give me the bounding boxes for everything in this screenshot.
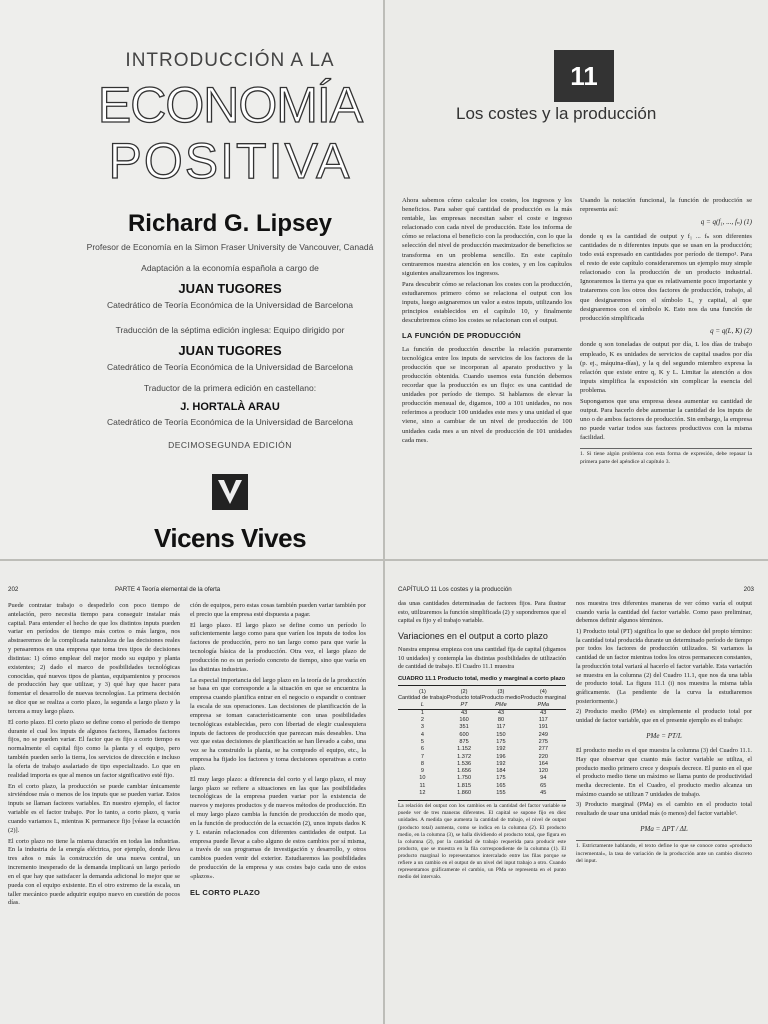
author-affiliation: Profesor de Economía en la Simon Fraser University de Vancouver, Canadá: [86, 242, 374, 252]
formula-marginal-product: PMa = ΔPT / ΔL: [640, 824, 688, 833]
page202-column-right: [190, 602, 366, 901]
publisher-logo-icon: [210, 472, 250, 512]
table-cell: 184: [496, 768, 506, 775]
table-row: [398, 768, 566, 775]
page202-column-left: [8, 602, 180, 910]
table-cell: 165: [496, 782, 506, 789]
table-cell: 155: [496, 789, 506, 796]
adapter-name: JUAN TUGORES: [178, 280, 282, 296]
paragraph: Puede contratar trabajo o despedirlo con poco tiempo de antelación, pero necesita tiempo para conseguir instalar más capital. Para entender el hecho de que los distintos inputs pueden variar en períodos de tiempo más cortos o más largos, nos abstraeremos de la complicada naturaleza de las decisiones reales y pensaremos en una empresa que toma tres tipos de decisiones distintas: 1) cómo emplear del mejor modo su equipo y planta existentes; 2) dado el marco de posibilidades tecnológicas conocidas, qué nuevos tipos de plantas, equipamientos y procesos de producción hay que utilizar, y 3) qué hay que hacer para fomentar el desarrollo de nuevas tecnologías. La primera decisión se dice que se realiza a corto plazo, la segunda a largo plazo y la tercera a muy largo plazo.: [8, 602, 180, 715]
table-cell: 351: [459, 724, 469, 731]
table-cell: 43: [540, 709, 547, 716]
first-translation-label: Traductor de la primera edición en castellano:: [143, 383, 317, 394]
section-heading: LA FUNCIÓN DE PRODUCCIÓN: [402, 331, 522, 341]
table-cell: 1: [420, 709, 424, 716]
first-translator-affiliation: Catedrático de Teoría Económica de la Universidad de Barcelona: [106, 416, 353, 427]
table-cell: 9: [420, 768, 424, 775]
table-cell: 117: [538, 717, 548, 724]
production-table: [398, 688, 566, 797]
paragraph: El largo plazo. El largo plazo se define como un período lo suficientemente largo como para que varíen los inputs de todos los factores de producción, pero no tan largo como para que varíe la tecnología básica de la producción. Otra vez, el largo plazo de producción no es un período concreto de tiempo, sino que varía en las distintas industrias.: [190, 621, 366, 673]
table-cell: 94: [540, 775, 547, 782]
table-cell: 1.152: [457, 746, 472, 753]
table-row: [398, 790, 566, 797]
translator-affiliation: Catedrático de Teoría Económica de la Universidad de Barcelona: [106, 361, 353, 372]
table-cell: 8: [420, 760, 424, 767]
opening-column-right: [580, 196, 752, 466]
paragraph: donde q son toneladas de output por día, L los días de trabajo empleado, K es unidades de servicios de capital usados por día (p. ej., máquina-días), y la q del segundo miembro expresa la relación que existe entre q, K y L. Limitar la atención a dos inputs simplifica la exposición sin complicar la esencia del problema.: [580, 341, 752, 394]
paragraph: La función de producción describe la relación puramente tecnológica entre los inputs de servicios de los factores de la producción que se incorporan al aparato productivo y la producción obtenida. Cuando usemos esta función debemos recordar que la producción es un flujo: es una cantidad de unidades por período de tiempo. Si hablamos de elevar la producción mensual de, digamos, 100 a 101 unidades, no nos referimos a producir 100 unidades este mes y una unidad el que viene, sino a cambiar de un nivel de producción de 100 unidades cada mes a un nivel de producción de 101 unidades cada mes.: [402, 345, 572, 444]
table-cell: 277: [538, 746, 548, 753]
page-number: 202: [8, 586, 19, 593]
table-cell: 80: [497, 717, 505, 724]
table-cell: 192: [496, 760, 506, 767]
adapter-affiliation: Catedrático de Teoría Económica de la Universidad de Barcelona: [106, 299, 353, 310]
cover-author: Richard G. Lipsey: [127, 210, 333, 237]
table-header-row: [398, 688, 566, 710]
table-cell: 175: [496, 739, 506, 745]
table-cell: 43: [460, 709, 468, 716]
table-row: [398, 754, 566, 761]
table-cell: 192: [496, 746, 506, 753]
footnote: 1. Si tiene algún problema con esta forma de expresión, debe repasar la primera parte del apéndice al capítulo 3.: [580, 448, 752, 466]
table-row: [398, 761, 566, 768]
paragraph: ción de equipos, pero estas cosas también pueden variar también por el precio que la empresa esté dispuesta a pagar.: [190, 602, 366, 618]
paragraph: Supongamos que una empresa desea aumentar su cantidad de output. Para hacerlo debe aumentar la cantidad de los inputs de uno o de ambos factores de producción. Sin embargo, la empresa no puede variar todos sus factores productivos con la misma facilidad.: [580, 398, 752, 442]
table-cell: 120: [538, 768, 548, 775]
table-cell: 6: [420, 746, 424, 753]
table-caption: CUADRO 11.1 Producto total, medio y marginal a corto plazo: [398, 676, 566, 686]
section-heading: Variaciones en el output a corto plazo: [398, 630, 548, 641]
table-row: [398, 732, 566, 739]
table-cell: 150: [496, 731, 506, 738]
table-cell: 11: [419, 782, 426, 789]
first-translator-name: J. HORTALÀ ARAU: [180, 400, 280, 413]
translation-label: Traducción de la séptima edición inglesa: Equipo dirigido por: [115, 325, 345, 336]
paragraph: 2) Producto medio (PMe) es simplemente el producto total por unidad de factor variable, que en el presente ejemplo es el trabajo:: [576, 708, 752, 724]
paragraph: donde q es la cantidad de output y f₁ ... fₙ son diferentes cantidades de n diferentes inputs que se usan en la producción; todo está expresado en cantidades por período de tiempo¹. Para el resto de este capítulo consideraremos un ejemplo muy simple relacionado con la producción de un producto industrial. Ignoraremos la tierra ya que es relativamente poco importante y trataremos con los otros dos factores de producción, trabajo, al que designaremos con el símbolo L, y capital, al que designaremos con el símbolo K. Esto nos da una función de producción simplificada: [580, 232, 752, 322]
column-header: (1) Cantidad de trabajo L: [398, 688, 447, 708]
column-header: (4) Producto marginal PMa: [520, 688, 566, 708]
table-cell: 1.656: [457, 768, 472, 775]
cover-title-economia: ECONOMÍA: [97, 77, 363, 133]
table-cell: 249: [538, 731, 548, 738]
table-cell: 175: [496, 775, 506, 782]
paragraph: nos muestra tres diferentes maneras de ver cómo varía el output cuando varía la cantidad del factor variable. Como paso preliminar, debemos definir algunos términos.: [576, 600, 752, 625]
table-row: [398, 775, 566, 782]
table-row: [398, 746, 566, 753]
section-heading: EL CORTO PLAZO: [190, 887, 261, 897]
table-row: [398, 783, 566, 790]
table-cell: 1.860: [457, 789, 472, 796]
paragraph: La especial importancia del largo plazo en la teoría de la producción se basa en que corresponde a la situación en que se encuentra la empresa cuando planifica entrar en el negocio o expandir o contraer la escala de sus operaciones. Las decisiones de planificación de la empresa se toman característicamente con unas posibilidades tecnológicas establecidas, pero con libertad de elegir cualesquiera inputs de factores de producción que parezcan más deseables. Una vez que estas decisiones de planificación se han llevado a cabo, una vez se ha construido la planta, se ha comprado el equipo, etc., la empresa ha fijado los factores y toma decisiones operativas a corto plazo.: [190, 676, 366, 772]
table-note: La relación del output con los cambios en la cantidad del factor variable se puede ver de tres maneras diferentes. El capital se supone fijo en diez unidades. A medida que aumenta la cantidad de trabajo, el nivel de output (producto total) aumenta, como se indica en la columna (2). El producto medio, en la columna (3), se halla dividiendo el producto total, que figura en la columna (2), por la cantidad de trabajo requerida para producir este producto, que se muestra en la fila correspondiente de la columna (1). El producto marginal lo representamos intercalado entre las filas porque se refiere a un cambio en el output de un nivel del input trabajo a otro. Cuando representamos gráficamente el cambio, un PMa se representa en el punto medio del intervalo.: [398, 800, 566, 881]
table-cell: 191: [538, 724, 548, 731]
running-head: CAPÍTULO 11 Los costes y la producción: [398, 586, 512, 593]
table-cell: 1.372: [457, 753, 472, 760]
footnote: 1. Estrictamente hablando, el texto define lo que se conoce como «producto incremental», la tasa de variación de la producción ante un cambio discreto del input.: [576, 840, 752, 865]
page203-column-left: [398, 600, 566, 882]
cover-title-positiva: POSITIVA: [108, 133, 352, 189]
paragraph: 1) Producto total (PT) significa lo que se deduce del propio término: la cantidad total producida durante un determinado período de tiempo por todos los factores de producción utilizados. Si variamos la cantidad de un factor mientras todos los otros permanecen constantes, la producción total variará al hacerlo el factor variable. Esta variación se muestra en la columna (2) del Cuadro 11.1, que nos da una tabla de producto total. La figura 11.1 (i) nos muestra la misma tabla gráficamente. (La pendiente de la curva la estudiaremos posteriormente.): [576, 628, 752, 705]
table-cell: 875: [459, 739, 469, 745]
formula-average-product: PMe = PT/L: [646, 731, 682, 740]
table-cell: 45: [540, 789, 547, 796]
book-cover: [0, 0, 384, 560]
publisher-name: Vicens Vives: [153, 522, 307, 553]
translator-name: JUAN TUGORES: [178, 342, 282, 358]
table-row: [398, 709, 566, 717]
table-row: [398, 717, 566, 724]
adaptation-label: Adaptación a la economía española a cargo de: [141, 263, 319, 274]
table-cell: 12: [419, 789, 426, 796]
running-head: PARTE 4 Teoría elemental de la oferta: [115, 586, 221, 593]
chapter-opening-page: [384, 0, 768, 560]
paragraph: 3) Producto marginal (PMa) es el cambio en el producto total resultado de usar una unidad más (o menos) del factor variable¹.: [576, 801, 752, 818]
paragraph: En el corto plazo, la producción se puede cambiar únicamente sirviéndose más o menos de los inputs que se pueden variar. Estos inputs se llaman factores variables. En nuestro ejemplo, el factor variable es el factor trabajo. Por lo tanto, a corto plazo, q varía cuando variamos L, mientras K permanece fijo [véase la ecuación (2)].: [8, 782, 180, 834]
table-cell: 7: [420, 753, 424, 760]
page-202: [0, 560, 384, 1024]
table-cell: 600: [459, 731, 469, 738]
page-number: 203: [743, 586, 754, 593]
column-header: (2) Producto total PT: [446, 688, 482, 708]
opening-column-left: [402, 196, 572, 447]
table-cell: 5: [420, 739, 424, 745]
paragraph: Nuestra empresa empieza con una cantidad fija de capital (digamos 10 unidades) y contempla las distintas posibilidades de utilización de cantidad de trabajo. El Cuadro 11.1 muestra: [398, 646, 566, 671]
equation-1: q = q(f₁, ..., fₙ) (1): [700, 218, 752, 227]
table-cell: 1.750: [457, 775, 472, 782]
paragraph: Usando la notación funcional, la función de producción se representa así:: [580, 197, 752, 214]
table-row: [398, 739, 566, 746]
spread-gutter-horizontal: [0, 559, 768, 561]
page-203: [384, 560, 768, 1024]
paragraph: Para descubrir cómo se relacionan los costes con la producción, estudiaremos primero cómo se relaciona el output con los inputs, luego asignaremos un valor a estos inputs, utilizando los principios establecidos en el capítulo 10, y finalmente descubriremos cómo los costes se relacionan con el output.: [402, 280, 572, 325]
table-cell: 2: [420, 717, 424, 724]
table-cell: 117: [496, 724, 506, 731]
table-body: [398, 709, 566, 797]
paragraph: El producto medio es el que muestra la columna (3) del Cuadro 11.1. Hay que observar que cuanto más factor variable se utiliza, el producto medio primero crece y después decrece. El punto en el que el producto medio tiene un máximo se llama punto de productividad media decreciente. En el Cuadro, el producto medio alcanza un máximo cuando se utilizan 7 unidades de trabajo.: [576, 747, 752, 798]
table-cell: 3: [420, 724, 424, 731]
table-cell: 196: [496, 753, 506, 760]
equation-2: q = q(L, K) (2): [710, 326, 752, 335]
table-cell: 65: [540, 782, 547, 789]
table-cell: 4: [420, 731, 424, 738]
edition-label: DECIMOSEGUNDA EDICIÓN: [168, 440, 292, 451]
paragraph: das unas cantidades determinadas de factores fijos. Para ilustrar esto, utilizaremos la función simplificada (2) y supondremos que el capital es fijo y el trabajo variable.: [398, 600, 566, 625]
chapter-title: Los costes y la producción: [456, 104, 657, 123]
paragraph: El corto plazo no tiene la misma duración en todas las industrias. En la industria de la energía eléctrica, por ejemplo, donde lleva tres años o más la construcción de una nueva central, un incremento inesperado de la demanda implicará un largo período en el que hay que satisfacer la demanda adicional lo mejor que se pueda con el equipo existente. En el otro extremo de la escala, un taller mecánico puede adquirir equipo nuevo en cuestión de pocos días.: [8, 837, 180, 907]
spread-gutter-vertical: [383, 0, 385, 1024]
table-cell: 43: [497, 709, 505, 716]
table-cell: 275: [538, 739, 548, 745]
table-cell: 1.815: [457, 782, 472, 789]
column-header: (3) Producto medio PMe: [481, 688, 521, 708]
table-cell: 220: [538, 753, 548, 760]
chapter-number-badge: 11: [554, 50, 614, 102]
table-cell: 160: [459, 717, 469, 724]
table-cell: 164: [538, 760, 548, 767]
table-cell: 1.536: [457, 760, 472, 767]
page203-column-right: [576, 600, 752, 865]
paragraph: El corto plazo. El corto plazo se define como el período de tiempo durante el cual los inputs de algunos factores, llamados factores fijos, no se pueden variar. El factor que es fijo a corto tiempo es normalmente el capital fijo como la planta y el equipo, pero también pueden serlo la tierra, los servicios de dirección e incluso la oferta de trabajo asalariado de tipo especializado. Lo que en realidad importa es que al menos un factor significativo esté fijo.: [8, 718, 180, 779]
paragraph: El muy largo plazo: a diferencia del corto y el largo plazo, el muy largo plazo se refiere a situaciones en las que las posibilidades tecnológicas de la empresa pueden variar por la existencia de nuevos y mejores productos y de nuevos métodos de producción. En el muy largo plazo cambia la función de producción de modo que, en la función de producción de la ecuación (2), unos inputs dados K y L estarán relacionados con diferentes cantidades de output. La empresa puede llevar a cabo alguno de estos cambios por sí misma, a través de sus programas de investigación y desarrollo, y otros cambios pueden venir del exterior. Estudiaremos las posibilidades de producción de la empresa y sus costes bajo cada uno de estos «plazos».: [190, 775, 366, 880]
table-cell: 10: [419, 775, 426, 782]
table-row: [398, 724, 566, 731]
cover-intro: INTRODUCCIÓN A LA: [125, 50, 335, 71]
cover-content: [80, 50, 380, 554]
paragraph: Ahora sabemos cómo calcular los costes, los ingresos y los beneficios. Para saber qué cantidad de producción es la más rentable, las empresas necesitan saber el coste e ingreso relacionado con cada nivel de producción. Este los informa de cómo se relaciona el beneficio con la producción, con lo que la selección del nivel de producción maximizador de beneficios se transforma en un problema sencillo. En este capítulo centraremos nuestra atención en los costes, y en los capítulos siguientes analizaremos los ingresos.: [402, 197, 572, 277]
